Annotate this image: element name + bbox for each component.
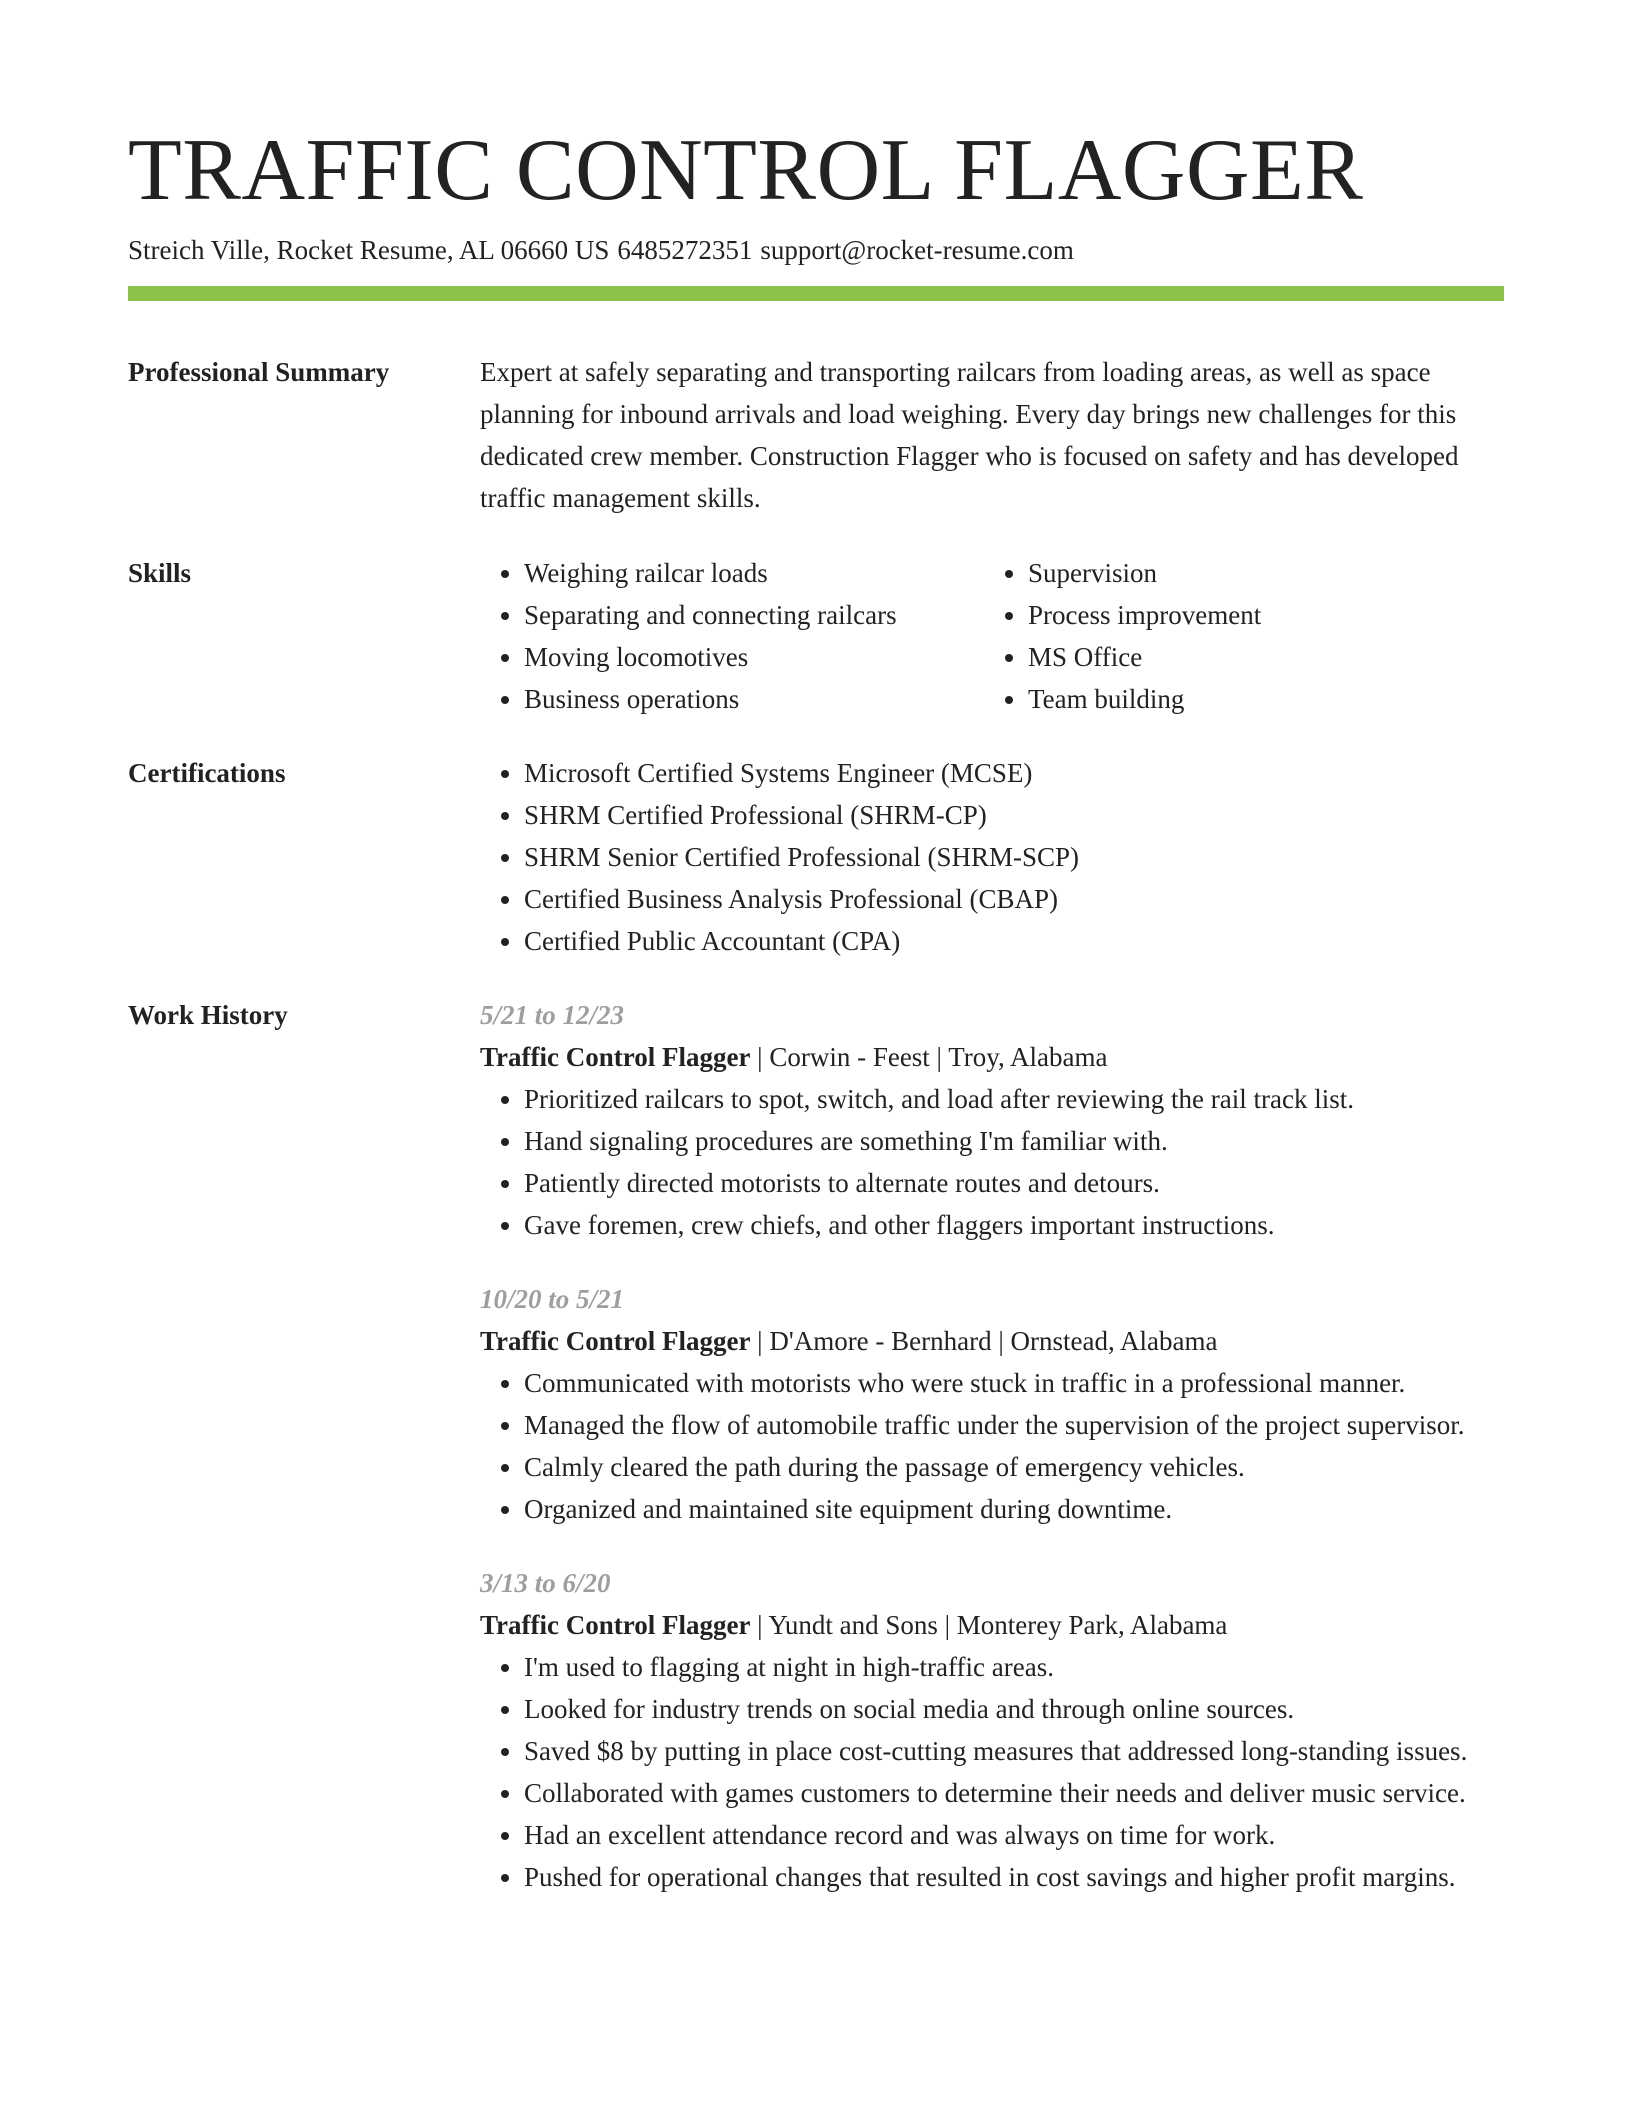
certification-item: • Microsoft Certified Systems Engineer (MCSE)	[524, 752, 1504, 794]
job-duty: • Hand signaling procedures are something I'm familiar with.	[524, 1120, 1504, 1162]
job-duty: • Prioritized railcars to spot, switch, and load after reviewing the rail track list.	[524, 1078, 1504, 1120]
job-duties-list	[480, 1646, 1504, 1898]
contact-phone: 6485272351	[617, 235, 753, 265]
job-title: Traffic Control Flagger	[480, 1610, 751, 1640]
summary-section	[128, 351, 1504, 519]
job-duty: • Collaborated with games customers to determine their needs and deliver music service.	[524, 1772, 1504, 1814]
header-divider	[128, 286, 1504, 301]
skill-item: • Business operations	[524, 678, 984, 720]
certifications-section	[128, 752, 1504, 962]
skill-item: • Supervision	[1028, 552, 1261, 594]
job-heading	[480, 1320, 1504, 1362]
job-employer-location: | Yundt and Sons | Monterey Park, Alabama	[750, 1610, 1228, 1640]
job-duty: • Gave foremen, crew chiefs, and other flaggers important instructions.	[524, 1204, 1504, 1246]
job-entry	[480, 1278, 1504, 1530]
work-history-section	[128, 994, 1504, 1930]
certification-item: • Certified Business Analysis Professional (CBAP)	[524, 878, 1504, 920]
skills-section	[128, 552, 1504, 720]
job-duty: • Looked for industry trends on social media and through online sources.	[524, 1688, 1504, 1730]
certifications-list	[480, 752, 1504, 962]
job-duty: • Patiently directed motorists to alternate routes and detours.	[524, 1162, 1504, 1204]
job-heading	[480, 1604, 1504, 1646]
job-entry	[480, 994, 1504, 1246]
job-dates: 10/20 to 5/21	[480, 1284, 625, 1314]
contact-address: Streich Ville, Rocket Resume, AL 06660 US	[128, 235, 610, 265]
certification-item: • SHRM Certified Professional (SHRM-CP)	[524, 794, 1504, 836]
job-duty: • Saved $8 by putting in place cost-cutting measures that addressed long-standing issues.	[524, 1730, 1504, 1772]
section-label-skills: Skills	[128, 558, 192, 588]
resume-page	[128, 0, 1504, 1930]
job-duty: • Calmly cleared the path during the passage of emergency vehicles.	[524, 1446, 1504, 1488]
section-label-certifications: Certifications	[128, 758, 286, 788]
contact-email: support@rocket-resume.com	[760, 235, 1074, 265]
job-dates: 5/21 to 12/23	[480, 1000, 625, 1030]
certification-item: • Certified Public Accountant (CPA)	[524, 920, 1504, 962]
job-duty: • Communicated with motorists who were stuck in traffic in a professional manner.	[524, 1362, 1504, 1404]
skills-list-left	[480, 552, 984, 720]
skill-item: • Separating and connecting railcars	[524, 594, 984, 636]
contact-line	[128, 232, 1504, 268]
job-duties-list	[480, 1078, 1504, 1246]
skill-item: • Team building	[1028, 678, 1261, 720]
job-entry	[480, 1562, 1504, 1898]
job-duties-list	[480, 1362, 1504, 1530]
skills-list-right	[984, 552, 1261, 720]
job-duty: • I'm used to flagging at night in high-traffic areas.	[524, 1646, 1504, 1688]
job-heading	[480, 1036, 1504, 1078]
summary-text: Expert at safely separating and transporting railcars from loading areas, as well as space planning for inbound arrivals and load weighing. Every day brings new challenges for this dedicated crew member. Construction Flagger who is focused on safety and has developed traffic management skills.	[480, 357, 1459, 513]
job-title: Traffic Control Flagger	[480, 1042, 751, 1072]
job-duty: • Had an excellent attendance record and was always on time for work.	[524, 1814, 1504, 1856]
certification-item: • SHRM Senior Certified Professional (SHRM-SCP)	[524, 836, 1504, 878]
job-employer-location: | Corwin - Feest | Troy, Alabama	[750, 1042, 1108, 1072]
candidate-name: TRAFFIC CONTROL FLAGGER	[128, 122, 1364, 219]
skill-item: • Weighing railcar loads	[524, 552, 984, 594]
section-label-work-history: Work History	[128, 1000, 288, 1030]
job-employer-location: | D'Amore - Bernhard | Ornstead, Alabama	[750, 1326, 1218, 1356]
skill-item: • Moving locomotives	[524, 636, 984, 678]
job-title: Traffic Control Flagger	[480, 1326, 751, 1356]
job-duty: • Managed the flow of automobile traffic under the supervision of the project supervisor.	[524, 1404, 1504, 1446]
skill-item: • Process improvement	[1028, 594, 1261, 636]
job-duty: • Pushed for operational changes that resulted in cost savings and higher profit margins.	[524, 1856, 1504, 1898]
job-duty: • Organized and maintained site equipment during downtime.	[524, 1488, 1504, 1530]
section-label-summary: Professional Summary	[128, 357, 390, 387]
skill-item: • MS Office	[1028, 636, 1261, 678]
job-dates: 3/13 to 6/20	[480, 1568, 611, 1598]
